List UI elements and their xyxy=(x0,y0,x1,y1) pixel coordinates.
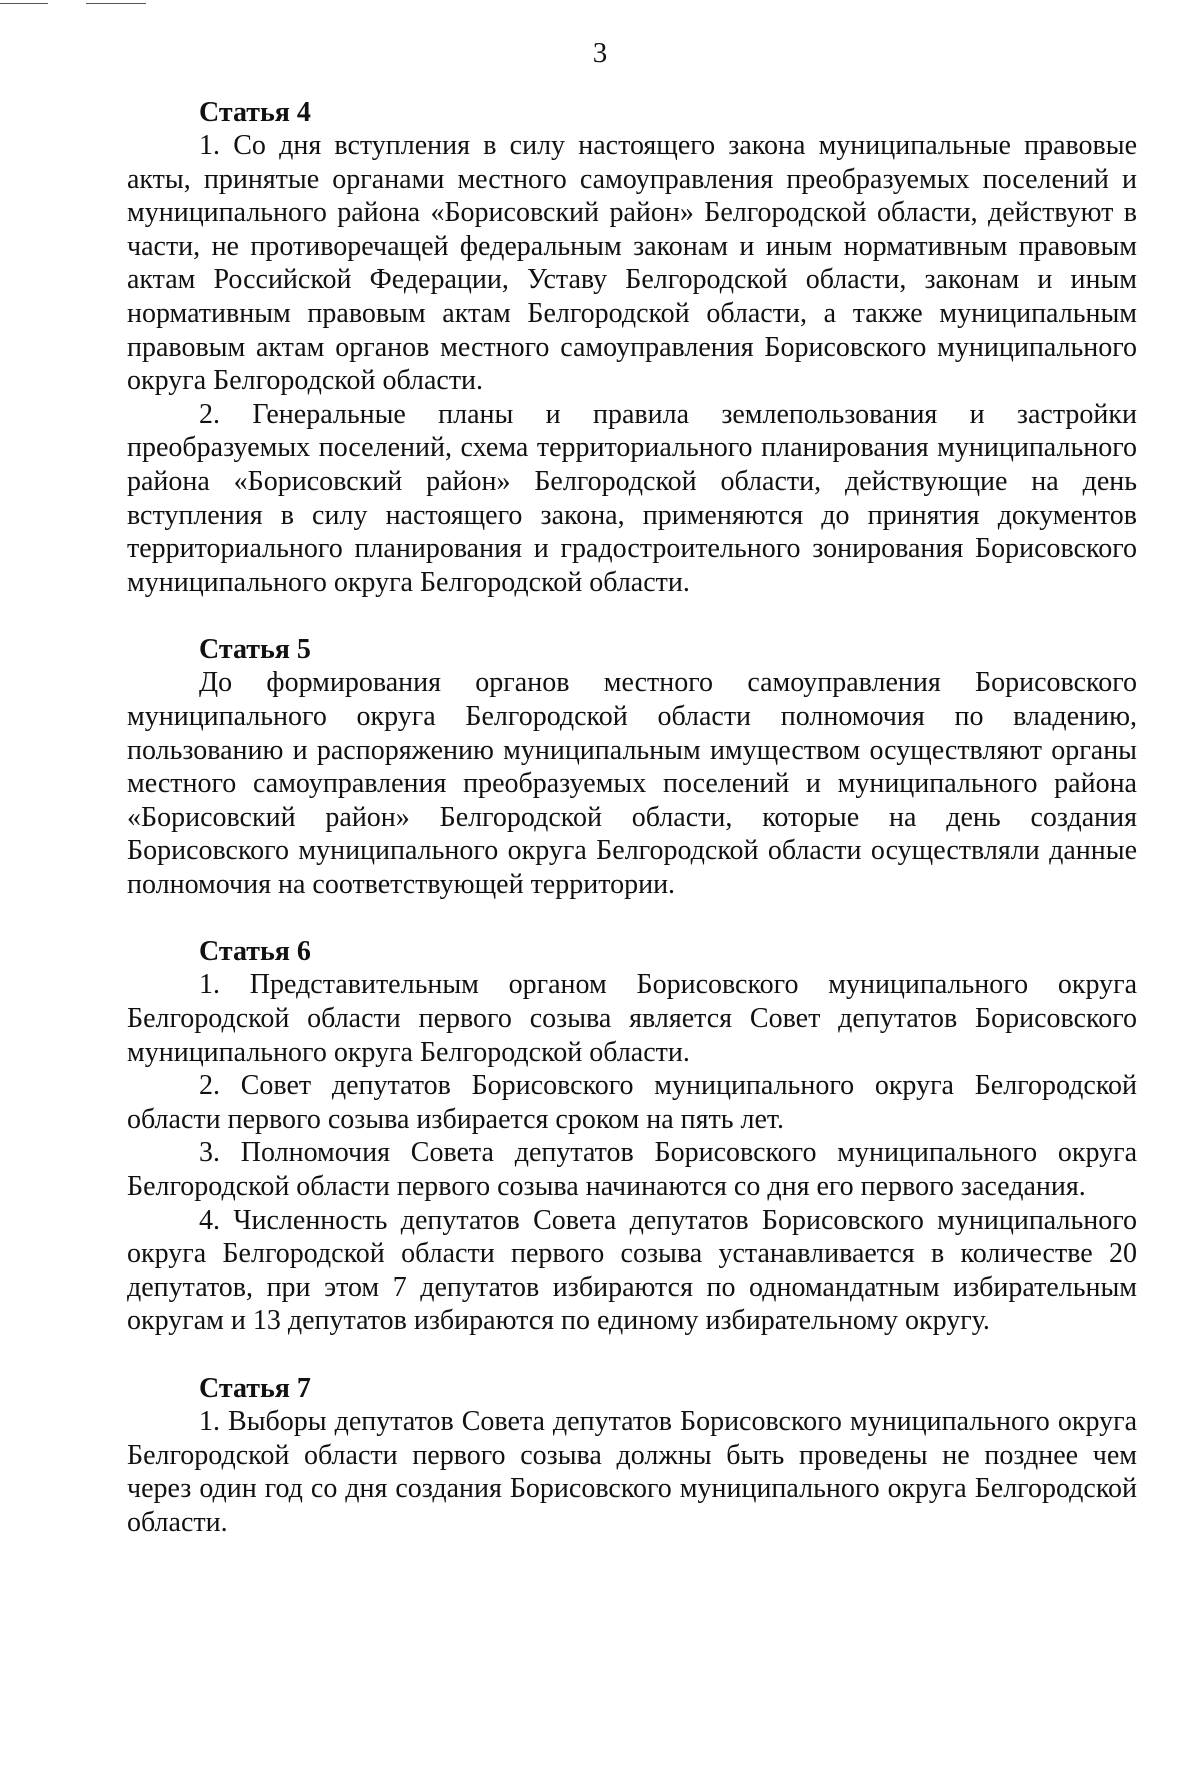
document-body xyxy=(127,96,1137,1539)
article-heading: Статья 5 xyxy=(199,634,311,666)
article-4 xyxy=(127,96,1137,599)
article-paragraph: 1. Со дня вступления в силу настоящего закона муниципальные правовые акты, принятые органами местного самоуправления преобразуемых поселений и муниципального района «Борисовский район» Белгородской области, действуют в части, не противоречащей федеральным законам и иным нормативным правовым актам Российской Федерации, Уставу Белгородской области, законам и иным нормативным правовым актам Белгородской области, а также муниципальным правовым актам органов местного самоуправления Борисовского муниципального округа Белгородской области. xyxy=(127,130,1137,397)
article-paragraph: 2. Генеральные планы и правила землепользования и застройки преобразуемых поселений, схема территориального планирования муниципального района «Борисовский район» Белгородской области, действующие на день вступления в силу настоящего закона, применяются до принятия документов территориального планирования и градостроительного зонирования Борисовского муниципального округа Белгородской области. xyxy=(127,398,1137,598)
scan-edge-mark xyxy=(0,3,48,4)
article-paragraph: До формирования органов местного самоуправления Борисовского муниципального округа Белгородской области полномочия по владению, пользованию и распоряжению муниципальным имуществом осуществляют органы местного самоуправления преобразуемых поселений и муниципального района «Борисовский район» Белгородской области, которые на день создания Борисовского муниципального округа Белгородской области осуществляли данные полномочия на соответствующей территории. xyxy=(127,667,1137,900)
article-paragraph: 4. Численность депутатов Совета депутатов Борисовского муниципального округа Белгородской области первого созыва устанавливается в количестве 20 депутатов, при этом 7 депутатов избираются по одномандатным избирательным округам и 13 депутатов избираются по единому избирательному округу. xyxy=(127,1204,1137,1337)
article-7 xyxy=(127,1372,1137,1539)
article-heading: Статья 4 xyxy=(199,97,311,128)
article-paragraph: 1. Представительным органом Борисовского муниципального округа Белгородской области первого созыва является Совет депутатов Борисовского муниципального округа Белгородской области. xyxy=(127,969,1137,1068)
article-paragraph: 3. Полномочия Совета депутатов Борисовского муниципального округа Белгородской области первого созыва начинаются со дня его первого заседания. xyxy=(127,1137,1137,1203)
article-paragraph: 1. Выборы депутатов Совета депутатов Борисовского муниципального округа Белгородской области первого созыва должны быть проведены не позднее чем через один год со дня создания Борисовского муниципального округа Белгородской области. xyxy=(127,1406,1137,1538)
article-5 xyxy=(127,633,1137,901)
article-heading: Статья 7 xyxy=(199,1373,311,1404)
article-6 xyxy=(127,935,1137,1338)
scan-edge-mark xyxy=(86,3,146,4)
page-number: 3 xyxy=(592,37,608,69)
article-paragraph: 2. Совет депутатов Борисовского муниципального округа Белгородской области первого созыва избирается сроком на пять лет. xyxy=(127,1070,1137,1135)
article-heading: Статья 6 xyxy=(199,936,311,968)
